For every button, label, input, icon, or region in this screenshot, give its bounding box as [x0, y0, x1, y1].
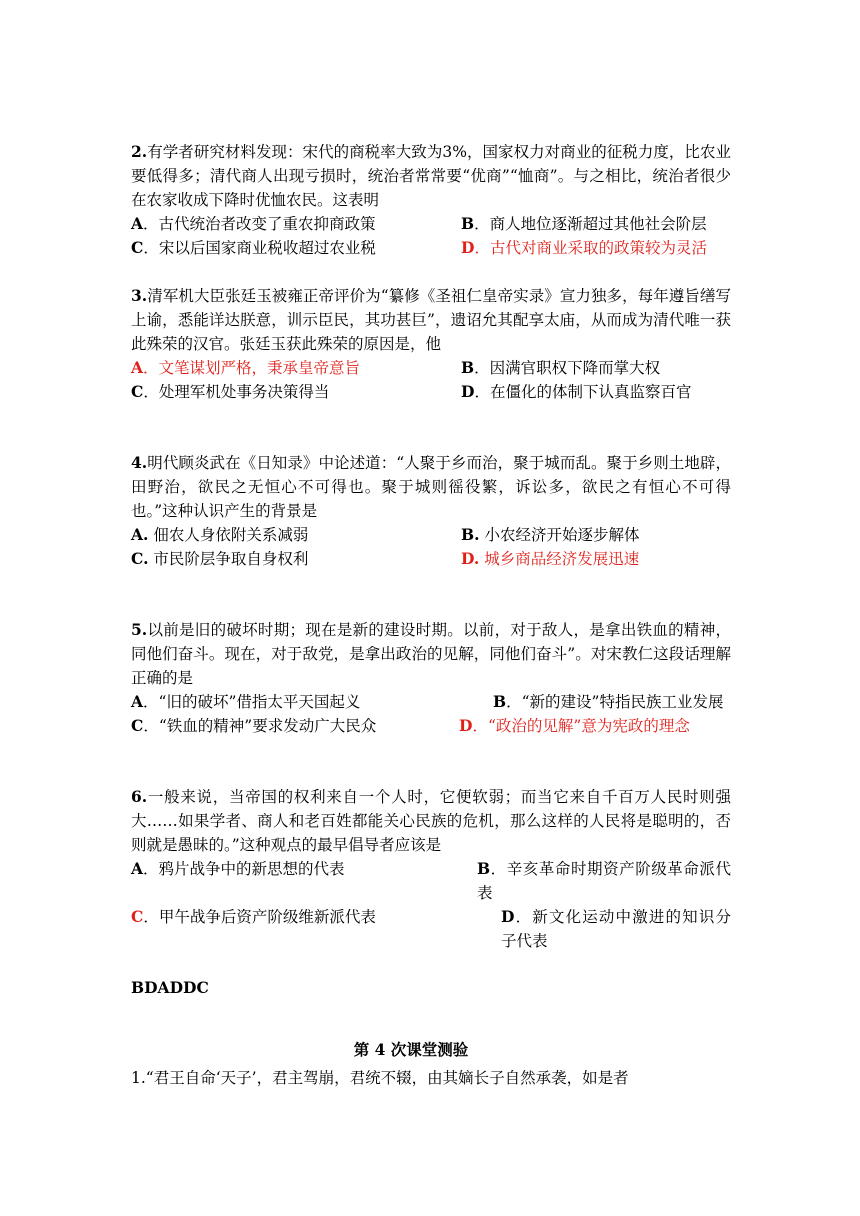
option-a-answer: A．文笔谋划严格，秉承皇帝意旨 — [131, 358, 361, 377]
option-d: D．新文化运动中激进的知识分子代表 — [501, 907, 731, 950]
option-d-answer: D．古代对商业采取的政策较为灵活 — [461, 238, 707, 257]
option-b: B．辛亥革命时期资产阶级革命派代表 — [477, 859, 731, 902]
question-2-stem: 2.有学者研究材料发现：宋代的商税率大致为3%，国家权力对商业的征税力度，比农业要低得多；清代商人出现亏损时，统治者常常要“优商”“恤商”。与之相比，统治者很少在农家收成下降时优恤农民。这表明 — [131, 142, 731, 209]
question-6-stem: 6.一般来说，当帝国的权利来自一个人时，它便软弱；而当它来自千百万人民时则强大……如果学者、商人和老百姓都能关心民族的危机，那么这样的人民将是聪明的，否则就是愚昧的。”这种观点的最早倡导者应该是 — [131, 787, 731, 854]
options-row — [131, 523, 731, 547]
options-row — [131, 212, 731, 236]
question-4-stem: 4.明代顾炎武在《日知录》中论述道：“人聚于乡而治，聚于城而乱。聚于乡则土地辟，田野治，欲民之无恒心不可得也。聚于城则徭役繁，诉讼多，欲民之有恒心不可得也。”这种认识产生的背景是 — [131, 453, 731, 520]
next-question-1: 1.“君王自命‘天子’，君主驾崩，君统不辍，由其嫡长子自然承袭，如是者 — [131, 1069, 629, 1087]
question-3-stem: 3.清军机大臣张廷玉被雍正帝评价为“纂修《圣祖仁皇帝实录》宣力独多，每年遵旨缮写上谕，悉能详达朕意，训示臣民，其功甚巨”，遗诏允其配享太庙，从而成为清代唯一获此殊荣的汉官。张廷玉获此殊荣的原因是，他 — [131, 286, 731, 353]
option-c: C．处理军机处事务决策得当 — [131, 382, 330, 401]
option-b: B. 小农经济开始逐步解体 — [461, 525, 640, 544]
option-d: D．在僵化的体制下认真监察百官 — [461, 382, 692, 401]
options-row — [131, 380, 731, 404]
question-number: 4. — [131, 453, 148, 472]
option-c-answer: C．甲午战争后资产阶级维新派代表 — [131, 907, 376, 926]
section-title: 第 4 次课堂测验 — [353, 1040, 469, 1059]
option-b: B．商人地位逐渐超过其他社会阶层 — [461, 214, 707, 233]
option-b: B．因满官职权下降而掌大权 — [461, 358, 661, 377]
option-a: A．“旧的破坏”借指太平天国起义 — [131, 692, 361, 711]
question-number: 3. — [131, 286, 148, 305]
options-row — [131, 857, 731, 905]
option-c: C．宋以后国家商业税收超过农业税 — [131, 238, 376, 257]
option-b: B．“新的建设”特指民族工业发展 — [493, 692, 724, 711]
answer-key: BDADDC — [131, 978, 209, 997]
question-4 — [131, 451, 731, 571]
question-number: 6. — [131, 787, 148, 806]
question-2 — [131, 140, 731, 260]
option-a: A. 佃农人身依附关系减弱 — [131, 525, 309, 544]
options-row — [131, 905, 731, 953]
option-a: A．鸦片战争中的新思想的代表 — [131, 859, 345, 878]
options-row — [131, 356, 731, 380]
question-number: 2. — [131, 142, 148, 161]
question-5-stem: 5.以前是旧的破坏时期；现在是新的建设时期。以前，对于敌人，是拿出铁血的精神，同他们奋斗。现在，对于敌党，是拿出政治的见解，同他们奋斗”。对宋教仁这段话理解正确的是 — [131, 620, 731, 687]
document-page — [131, 140, 731, 1090]
options-row — [131, 690, 731, 714]
question-5 — [131, 618, 731, 738]
question-3 — [131, 284, 731, 404]
question-number: 5. — [131, 620, 148, 639]
option-c: C. 市民阶层争取自身权利 — [131, 549, 309, 568]
option-c: C．“铁血的精神”要求发动广大民众 — [131, 716, 377, 735]
options-row — [131, 714, 731, 738]
options-row — [131, 236, 731, 260]
option-d-answer: D．“政治的见解”意为宪政的理念 — [459, 716, 690, 735]
question-6 — [131, 785, 731, 953]
options-row — [131, 547, 731, 571]
option-a: A．古代统治者改变了重农抑商政策 — [131, 214, 376, 233]
option-d-answer: D. 城乡商品经济发展迅速 — [461, 549, 640, 568]
